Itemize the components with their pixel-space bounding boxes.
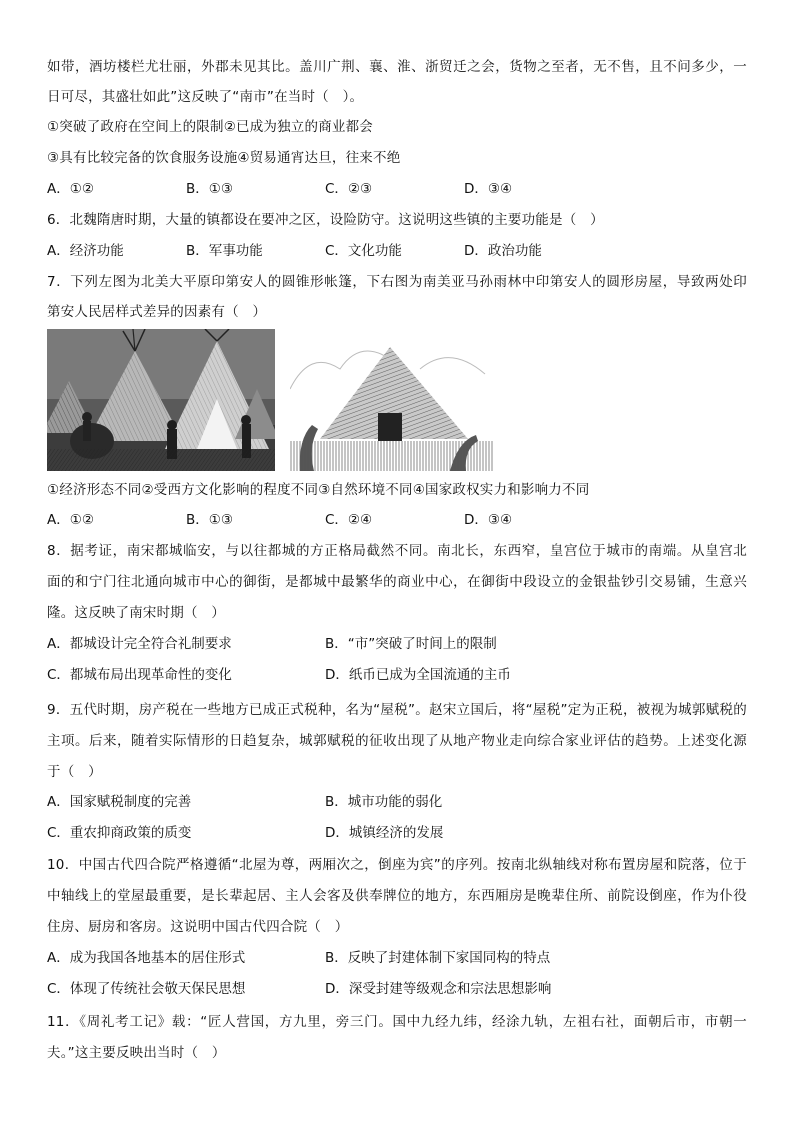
q7-stem-line-1: 7．下列左图为北美大平原印第安人的圆锥形帐篷，下右图为南美亚马孙雨林中印第安人的圆形房屋，导致两处印	[47, 274, 747, 290]
q7-option-b: B．①③	[186, 512, 233, 528]
q10-stem-line-3: 住房、厨房和客房。这说明中国古代四合院（ ）	[47, 919, 349, 935]
round-house-engraving-image	[290, 329, 493, 471]
q11-stem-line-1: 11．《周礼考工记》载：“匠人营国，方九里，旁三门。国中九经九纬，经涂九轨，左祖右社，面朝后市，市朝一	[47, 1014, 747, 1030]
q9-option-d: D．城镇经济的发展	[325, 825, 444, 841]
q6-option-a: A．经济功能	[47, 243, 124, 259]
q10-option-c: C．体现了传统社会敬天保民思想	[47, 981, 246, 997]
q9-option-c: C．重农抑商政策的质变	[47, 825, 192, 841]
q10-option-b: B．反映了封建体制下家国同构的特点	[325, 950, 551, 966]
q8-option-a: A．都城设计完全符合礼制要求	[47, 636, 232, 652]
q8-stem-line-1: 8．据考证，南宋都城临安，与以往都城的方正格局截然不同。南北长，东西窄，皇宫位于城市的南端。从皇宫北	[47, 543, 747, 559]
q9-option-b: B．城市功能的弱化	[325, 794, 443, 810]
q9-option-a: A．国家赋税制度的完善	[47, 794, 192, 810]
q9-stem-line-3: 于（ ）	[47, 764, 102, 780]
q7-stem-line-2: 第安人民居样式差异的因素有（ ）	[47, 304, 267, 320]
q5-option-c: C．②③	[325, 181, 373, 197]
q7-option-d: D．③④	[464, 512, 513, 528]
q11-stem-line-2: 夫。”这主要反映出当时（ ）	[47, 1045, 226, 1061]
q8-stem-line-3: 隆。这反映了南宋时期（ ）	[47, 605, 226, 621]
q5-option-b: B．①③	[186, 181, 233, 197]
q6-stem: 6．北魏隋唐时期，大量的镇都设在要冲之区，设险防守。这说明这些镇的主要功能是（ ）	[47, 212, 604, 228]
q8-option-d: D．纸币已成为全国流通的主币	[325, 667, 511, 683]
q10-option-d: D．深受封建等级观念和宗法思想影响	[325, 981, 552, 997]
q5-option-a: A．①②	[47, 181, 94, 197]
q10-stem-line-2: 中轴线上的堂屋最重要，是长辈起居、主人会客及供奉牌位的地方，东西厢房是晚辈住所、前院设倒座，作为仆役	[47, 888, 747, 904]
q5-stem-line-2: 日可尽，其盛壮如此”这反映了“南市”在当时（ ）。	[47, 89, 364, 105]
q8-option-c: C．都城布局出现革命性的变化	[47, 667, 232, 683]
q8-option-b: B．“市”突破了时间上的限制	[325, 636, 497, 652]
q7-statements: ①经济形态不同②受西方文化影响的程度不同③自然环境不同④国家政权实力和影响力不同	[47, 482, 590, 498]
q5-statements-2: ③具有比较完备的饮食服务设施④贸易通宵达旦，往来不绝	[47, 150, 401, 166]
q5-stem-line-1: 如带，酒坊楼栏尤壮丽，外郡未见其比。盖川广荆、襄、淮、浙贸迁之会，货物之至者，无不售，且不问多少，一	[47, 59, 747, 75]
q6-option-c: C．文化功能	[325, 243, 402, 259]
q8-stem-line-2: 面的和宁门往北通向城市中心的御街，是都城中最繁华的商业中心，在御街中段设立的金银盐钞引交易铺，生意兴	[47, 574, 747, 590]
tipi-engraving-image	[47, 329, 275, 471]
q10-stem-line-1: 10．中国古代四合院严格遵循“北屋为尊，两厢次之，倒座为宾”的序列。按南北纵轴线对称布置房屋和院落，位于	[47, 857, 747, 873]
q5-option-d: D．③④	[464, 181, 513, 197]
q6-option-d: D．政治功能	[464, 243, 542, 259]
q6-option-b: B．军事功能	[186, 243, 263, 259]
q7-option-c: C．②④	[325, 512, 373, 528]
q9-stem-line-2: 主项。后来，随着实际情形的日趋复杂，城郭赋税的征收出现了从地产物业走向综合家业评估的趋势。上述变化源	[47, 733, 747, 749]
q9-stem-line-1: 9．五代时期，房产税在一些地方已成正式税种，名为“屋税”。赵宋立国后，将“屋税”定为正税，被视为城郭赋税的	[47, 702, 747, 718]
q10-option-a: A．成为我国各地基本的居住形式	[47, 950, 246, 966]
q7-option-a: A．①②	[47, 512, 94, 528]
q5-statements-1: ①突破了政府在空间上的限制②已成为独立的商业都会	[47, 119, 374, 135]
